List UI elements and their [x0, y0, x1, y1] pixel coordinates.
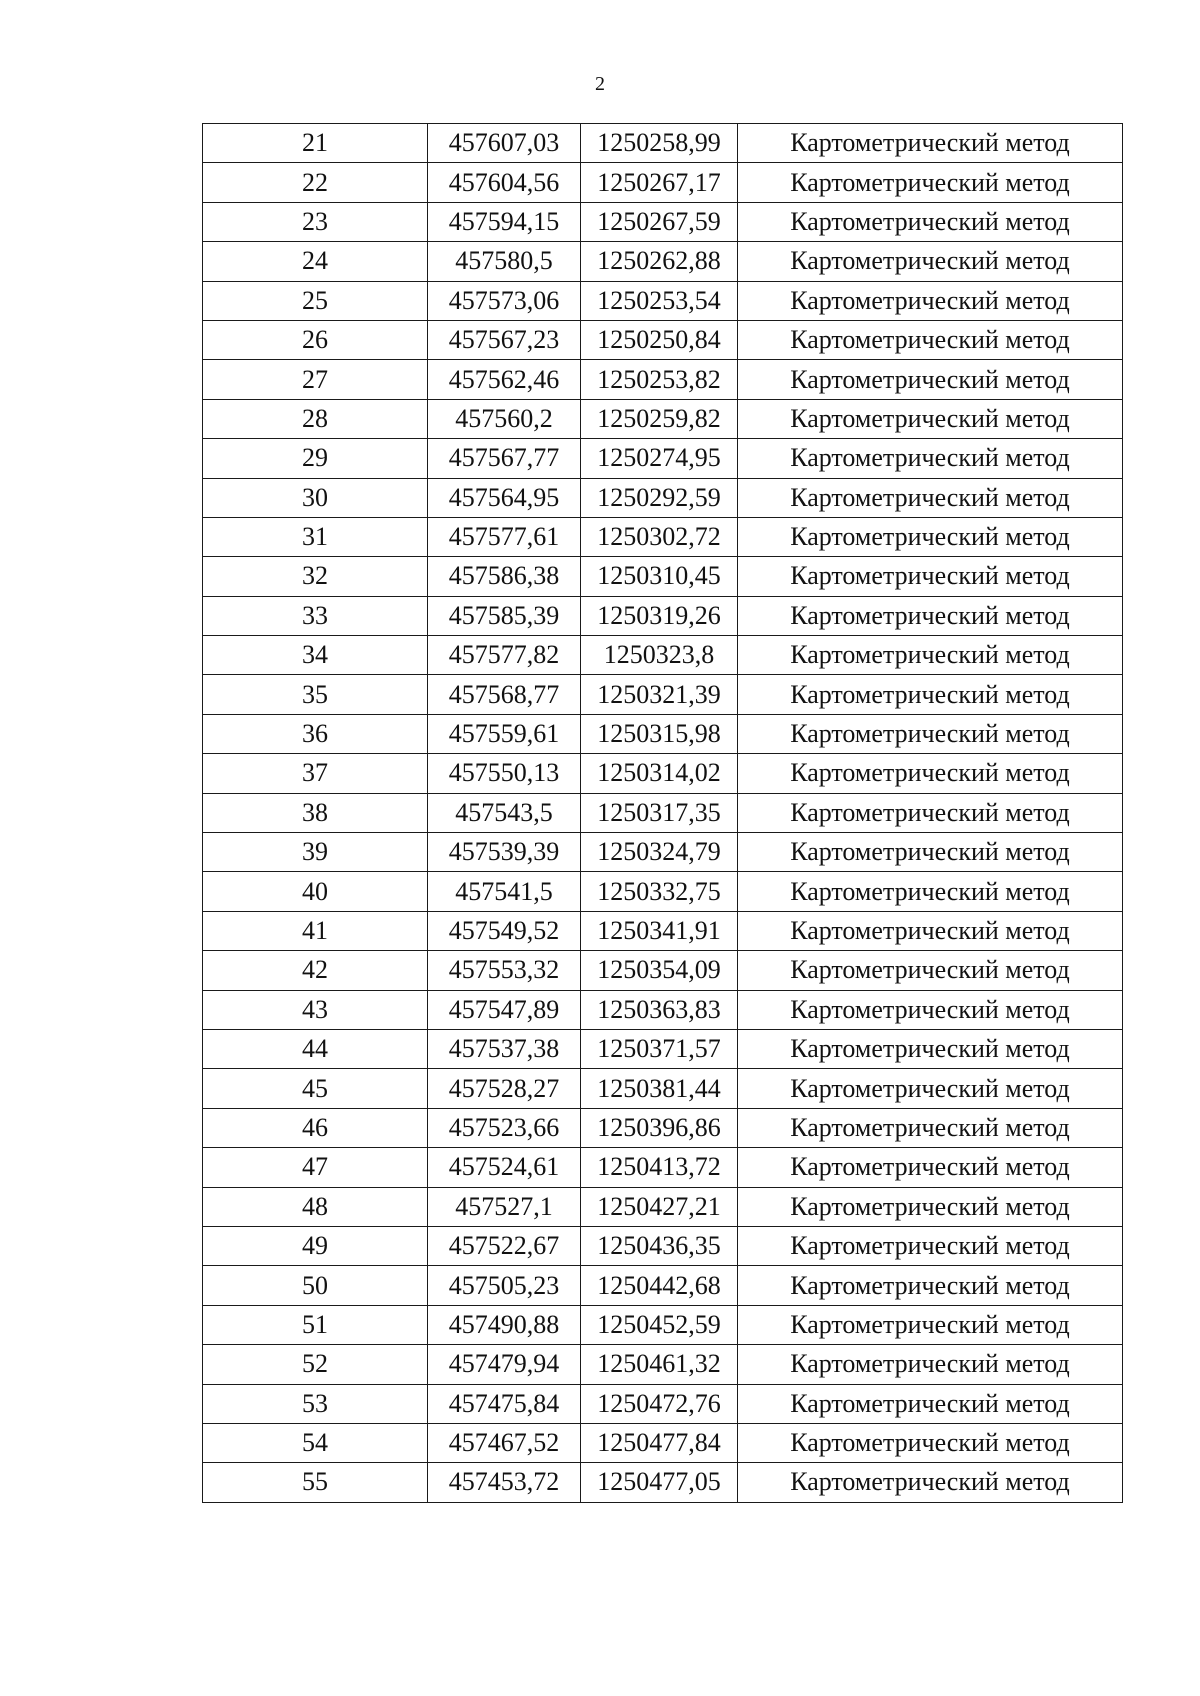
method-cell: Картометрический метод	[738, 872, 1123, 911]
point-number-cell: 52	[203, 1345, 428, 1384]
y-coordinate-cell: 1250461,32	[581, 1345, 738, 1384]
y-coordinate-cell: 1250262,88	[581, 242, 738, 281]
point-number-cell: 38	[203, 793, 428, 832]
x-coordinate-cell: 457607,03	[428, 124, 581, 163]
table-row	[203, 439, 1123, 478]
table-row	[203, 714, 1123, 753]
y-coordinate-cell: 1250354,09	[581, 951, 738, 990]
y-coordinate-cell: 1250332,75	[581, 872, 738, 911]
table-row	[203, 1345, 1123, 1384]
table-row	[203, 399, 1123, 438]
method-cell: Картометрический метод	[738, 951, 1123, 990]
x-coordinate-cell: 457543,5	[428, 793, 581, 832]
point-number-cell: 30	[203, 478, 428, 517]
y-coordinate-cell: 1250413,72	[581, 1148, 738, 1187]
method-cell: Картометрический метод	[738, 636, 1123, 675]
y-coordinate-cell: 1250250,84	[581, 320, 738, 359]
point-number-cell: 47	[203, 1148, 428, 1187]
point-number-cell: 26	[203, 320, 428, 359]
method-cell: Картометрический метод	[738, 478, 1123, 517]
method-cell: Картометрический метод	[738, 202, 1123, 241]
point-number-cell: 51	[203, 1305, 428, 1344]
table-row	[203, 1266, 1123, 1305]
x-coordinate-cell: 457567,23	[428, 320, 581, 359]
point-number-cell: 24	[203, 242, 428, 281]
y-coordinate-cell: 1250477,05	[581, 1463, 738, 1502]
coordinates-table	[202, 123, 1123, 1503]
x-coordinate-cell: 457568,77	[428, 675, 581, 714]
y-coordinate-cell: 1250317,35	[581, 793, 738, 832]
point-number-cell: 34	[203, 636, 428, 675]
y-coordinate-cell: 1250321,39	[581, 675, 738, 714]
method-cell: Картометрический метод	[738, 1463, 1123, 1502]
method-cell: Картометрический метод	[738, 714, 1123, 753]
x-coordinate-cell: 457527,1	[428, 1187, 581, 1226]
y-coordinate-cell: 1250253,82	[581, 360, 738, 399]
x-coordinate-cell: 457539,39	[428, 833, 581, 872]
y-coordinate-cell: 1250315,98	[581, 714, 738, 753]
point-number-cell: 44	[203, 1029, 428, 1068]
point-number-cell: 28	[203, 399, 428, 438]
point-number-cell: 53	[203, 1384, 428, 1423]
y-coordinate-cell: 1250310,45	[581, 557, 738, 596]
table-row	[203, 675, 1123, 714]
y-coordinate-cell: 1250341,91	[581, 911, 738, 950]
table-row	[203, 1187, 1123, 1226]
point-number-cell: 21	[203, 124, 428, 163]
method-cell: Картометрический метод	[738, 1345, 1123, 1384]
table-row	[203, 872, 1123, 911]
y-coordinate-cell: 1250259,82	[581, 399, 738, 438]
point-number-cell: 22	[203, 163, 428, 202]
method-cell: Картометрический метод	[738, 833, 1123, 872]
x-coordinate-cell: 457604,56	[428, 163, 581, 202]
table-row	[203, 1148, 1123, 1187]
x-coordinate-cell: 457467,52	[428, 1423, 581, 1462]
x-coordinate-cell: 457562,46	[428, 360, 581, 399]
point-number-cell: 40	[203, 872, 428, 911]
point-number-cell: 48	[203, 1187, 428, 1226]
table-row	[203, 360, 1123, 399]
point-number-cell: 45	[203, 1069, 428, 1108]
point-number-cell: 25	[203, 281, 428, 320]
method-cell: Картометрический метод	[738, 754, 1123, 793]
table-row	[203, 1029, 1123, 1068]
point-number-cell: 46	[203, 1108, 428, 1147]
method-cell: Картометрический метод	[738, 281, 1123, 320]
table-row	[203, 911, 1123, 950]
method-cell: Картометрический метод	[738, 557, 1123, 596]
point-number-cell: 23	[203, 202, 428, 241]
table-row	[203, 1069, 1123, 1108]
y-coordinate-cell: 1250324,79	[581, 833, 738, 872]
x-coordinate-cell: 457505,23	[428, 1266, 581, 1305]
y-coordinate-cell: 1250253,54	[581, 281, 738, 320]
point-number-cell: 50	[203, 1266, 428, 1305]
table-row	[203, 517, 1123, 556]
point-number-cell: 37	[203, 754, 428, 793]
x-coordinate-cell: 457580,5	[428, 242, 581, 281]
x-coordinate-cell: 457550,13	[428, 754, 581, 793]
y-coordinate-cell: 1250442,68	[581, 1266, 738, 1305]
table-row	[203, 124, 1123, 163]
x-coordinate-cell: 457577,82	[428, 636, 581, 675]
x-coordinate-cell: 457528,27	[428, 1069, 581, 1108]
y-coordinate-cell: 1250371,57	[581, 1029, 738, 1068]
y-coordinate-cell: 1250258,99	[581, 124, 738, 163]
x-coordinate-cell: 457560,2	[428, 399, 581, 438]
point-number-cell: 27	[203, 360, 428, 399]
x-coordinate-cell: 457537,38	[428, 1029, 581, 1068]
table-row	[203, 1108, 1123, 1147]
table-row	[203, 596, 1123, 635]
x-coordinate-cell: 457475,84	[428, 1384, 581, 1423]
y-coordinate-cell: 1250477,84	[581, 1423, 738, 1462]
table-row	[203, 951, 1123, 990]
point-number-cell: 35	[203, 675, 428, 714]
x-coordinate-cell: 457567,77	[428, 439, 581, 478]
method-cell: Картометрический метод	[738, 1226, 1123, 1265]
method-cell: Картометрический метод	[738, 911, 1123, 950]
point-number-cell: 36	[203, 714, 428, 753]
point-number-cell: 29	[203, 439, 428, 478]
table-row	[203, 242, 1123, 281]
y-coordinate-cell: 1250274,95	[581, 439, 738, 478]
y-coordinate-cell: 1250319,26	[581, 596, 738, 635]
table-row	[203, 1305, 1123, 1344]
method-cell: Картометрический метод	[738, 1187, 1123, 1226]
method-cell: Картометрический метод	[738, 1108, 1123, 1147]
point-number-cell: 41	[203, 911, 428, 950]
point-number-cell: 54	[203, 1423, 428, 1462]
method-cell: Картометрический метод	[738, 163, 1123, 202]
y-coordinate-cell: 1250381,44	[581, 1069, 738, 1108]
table-row	[203, 793, 1123, 832]
x-coordinate-cell: 457479,94	[428, 1345, 581, 1384]
x-coordinate-cell: 457585,39	[428, 596, 581, 635]
point-number-cell: 32	[203, 557, 428, 596]
point-number-cell: 55	[203, 1463, 428, 1502]
method-cell: Картометрический метод	[738, 124, 1123, 163]
point-number-cell: 31	[203, 517, 428, 556]
x-coordinate-cell: 457594,15	[428, 202, 581, 241]
point-number-cell: 39	[203, 833, 428, 872]
x-coordinate-cell: 457564,95	[428, 478, 581, 517]
point-number-cell: 42	[203, 951, 428, 990]
y-coordinate-cell: 1250452,59	[581, 1305, 738, 1344]
y-coordinate-cell: 1250314,02	[581, 754, 738, 793]
method-cell: Картометрический метод	[738, 1384, 1123, 1423]
table-row	[203, 1463, 1123, 1502]
x-coordinate-cell: 457490,88	[428, 1305, 581, 1344]
method-cell: Картометрический метод	[738, 990, 1123, 1029]
x-coordinate-cell: 457522,67	[428, 1226, 581, 1265]
x-coordinate-cell: 457586,38	[428, 557, 581, 596]
method-cell: Картометрический метод	[738, 1069, 1123, 1108]
method-cell: Картометрический метод	[738, 399, 1123, 438]
point-number-cell: 33	[203, 596, 428, 635]
y-coordinate-cell: 1250436,35	[581, 1226, 738, 1265]
y-coordinate-cell: 1250292,59	[581, 478, 738, 517]
x-coordinate-cell: 457523,66	[428, 1108, 581, 1147]
x-coordinate-cell: 457573,06	[428, 281, 581, 320]
x-coordinate-cell: 457453,72	[428, 1463, 581, 1502]
x-coordinate-cell: 457541,5	[428, 872, 581, 911]
table-row	[203, 320, 1123, 359]
x-coordinate-cell: 457559,61	[428, 714, 581, 753]
table-row	[203, 163, 1123, 202]
method-cell: Картометрический метод	[738, 793, 1123, 832]
method-cell: Картометрический метод	[738, 242, 1123, 281]
page-number: 2	[595, 73, 605, 95]
table-row	[203, 1384, 1123, 1423]
point-number-cell: 43	[203, 990, 428, 1029]
point-number-cell: 49	[203, 1226, 428, 1265]
method-cell: Картометрический метод	[738, 517, 1123, 556]
method-cell: Картометрический метод	[738, 1029, 1123, 1068]
y-coordinate-cell: 1250302,72	[581, 517, 738, 556]
method-cell: Картометрический метод	[738, 596, 1123, 635]
method-cell: Картометрический метод	[738, 360, 1123, 399]
x-coordinate-cell: 457577,61	[428, 517, 581, 556]
table-row	[203, 1226, 1123, 1265]
method-cell: Картометрический метод	[738, 320, 1123, 359]
y-coordinate-cell: 1250472,76	[581, 1384, 738, 1423]
y-coordinate-cell: 1250427,21	[581, 1187, 738, 1226]
method-cell: Картометрический метод	[738, 1305, 1123, 1344]
method-cell: Картометрический метод	[738, 1423, 1123, 1462]
method-cell: Картометрический метод	[738, 439, 1123, 478]
table-row	[203, 990, 1123, 1029]
table-row	[203, 202, 1123, 241]
x-coordinate-cell: 457549,52	[428, 911, 581, 950]
y-coordinate-cell: 1250267,17	[581, 163, 738, 202]
table-row	[203, 478, 1123, 517]
table-row	[203, 636, 1123, 675]
table-row	[203, 754, 1123, 793]
y-coordinate-cell: 1250363,83	[581, 990, 738, 1029]
table-row	[203, 281, 1123, 320]
method-cell: Картометрический метод	[738, 1266, 1123, 1305]
method-cell: Картометрический метод	[738, 675, 1123, 714]
coordinates-table-body	[203, 124, 1123, 1503]
y-coordinate-cell: 1250267,59	[581, 202, 738, 241]
method-cell: Картометрический метод	[738, 1148, 1123, 1187]
x-coordinate-cell: 457524,61	[428, 1148, 581, 1187]
x-coordinate-cell: 457547,89	[428, 990, 581, 1029]
table-row	[203, 1423, 1123, 1462]
table-row	[203, 557, 1123, 596]
table-row	[203, 833, 1123, 872]
x-coordinate-cell: 457553,32	[428, 951, 581, 990]
y-coordinate-cell: 1250396,86	[581, 1108, 738, 1147]
y-coordinate-cell: 1250323,8	[581, 636, 738, 675]
